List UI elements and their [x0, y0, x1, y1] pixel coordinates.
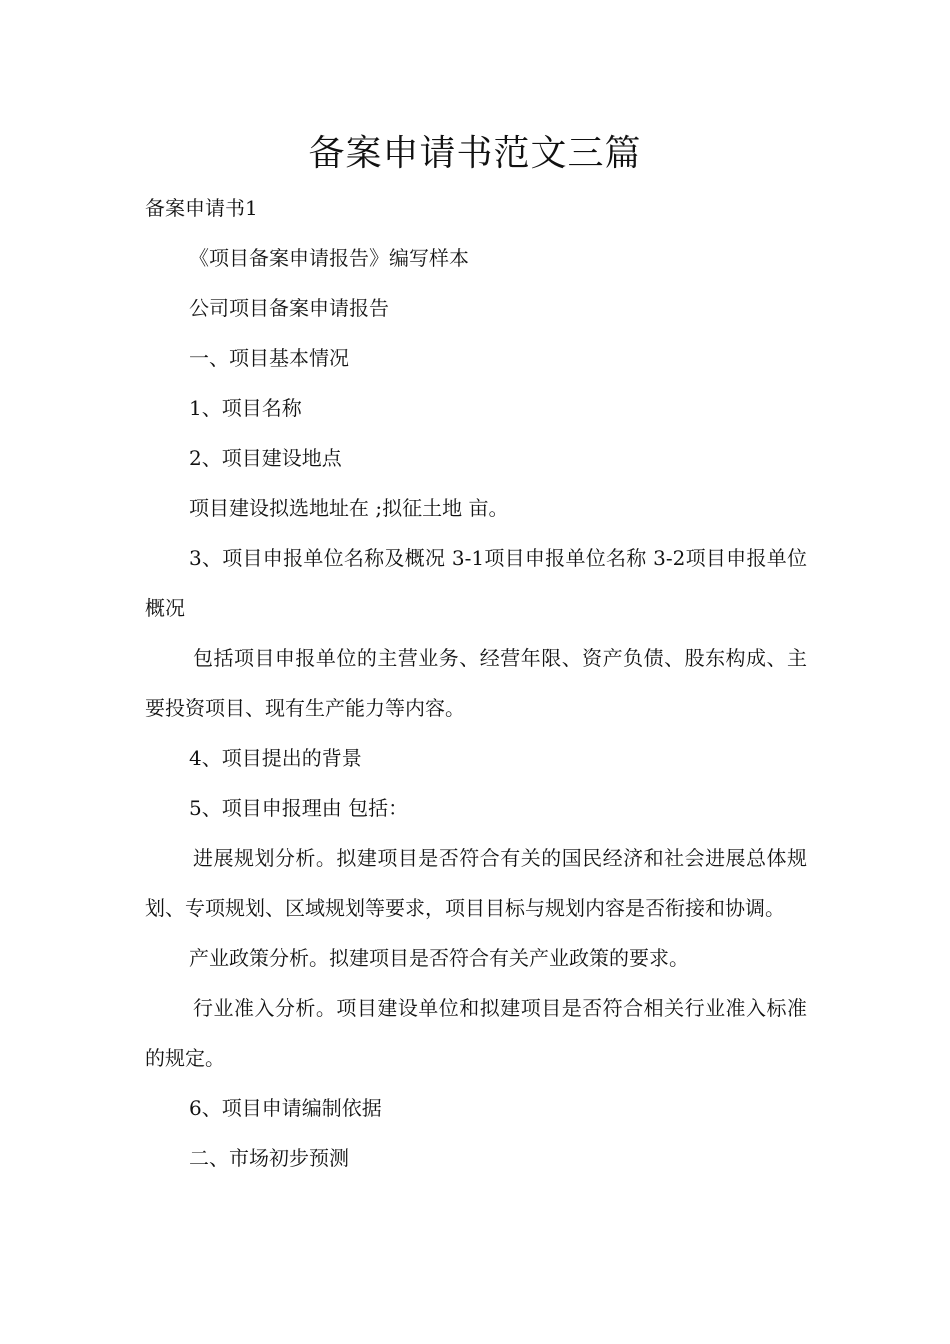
paragraph: 项目建设拟选地址在 ;拟征土地 亩。 [189, 496, 509, 520]
paragraph: 1、项目名称 [189, 396, 302, 420]
paragraph: 《项目备案申请报告》编写样本 [189, 246, 469, 270]
paragraph: 公司项目备案申请报告 [189, 296, 389, 320]
paragraph: 包括项目申报单位的主营业务、经营年限、资产负债、股东构成、主要投资项目、现有生产能力等内容。 [145, 646, 807, 720]
document-body [145, 183, 807, 1183]
paragraph: 行业准入分析。项目建设单位和拟建项目是否符合相关行业准入标准的规定。 [145, 996, 807, 1070]
paragraph: 6、项目申请编制依据 [189, 1096, 382, 1120]
paragraph: 4、项目提出的背景 [189, 746, 362, 770]
section-label: 备案申请书1 [145, 196, 258, 220]
paragraph: 3、项目申报单位名称及概况 3-1项目申报单位名称 3-2项目申报单位概况 [145, 546, 807, 620]
paragraph: 2、项目建设地点 [189, 446, 342, 470]
heading: 二、市场初步预测 [189, 1146, 349, 1170]
document-title: 备案申请书范文三篇 [308, 133, 642, 174]
paragraph: 5、项目申报理由 包括： [189, 796, 409, 820]
paragraph: 产业政策分析。拟建项目是否符合有关产业政策的要求。 [189, 946, 689, 970]
paragraph: 进展规划分析。拟建项目是否符合有关的国民经济和社会进展总体规划、专项规划、区域规划等要求，项目目标与规划内容是否衔接和协调。 [145, 846, 807, 920]
heading: 一、项目基本情况 [189, 346, 349, 370]
